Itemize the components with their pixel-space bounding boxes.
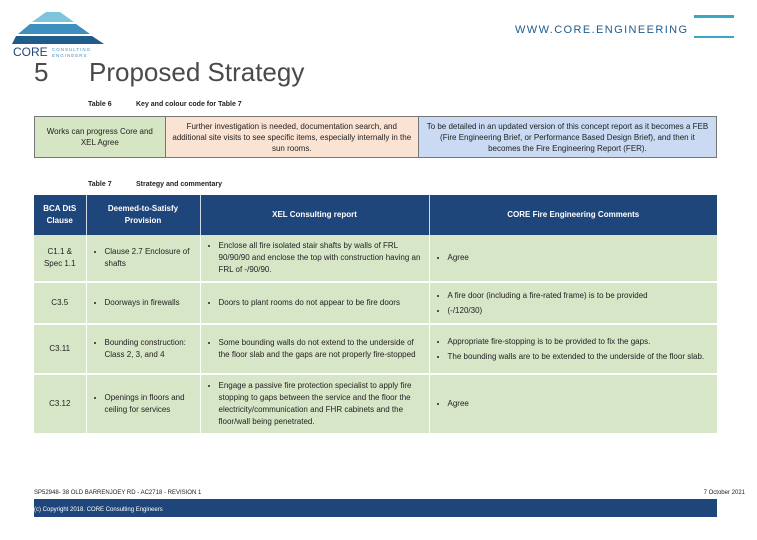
core-cell xyxy=(429,235,717,282)
table7-caption xyxy=(88,181,222,188)
xel-cell xyxy=(200,374,429,434)
clause-cell: C3.12 xyxy=(34,374,86,434)
table-row xyxy=(34,324,717,374)
core-cell xyxy=(429,282,717,324)
list-item: • Doors to plant rooms do not appear to be fire doors xyxy=(219,297,425,309)
logo-sub-text-2: ENGINEERS xyxy=(52,53,88,58)
list-item: • Doorways in firewalls xyxy=(105,297,196,309)
key-cell-detail: To be detailed in an updated version of this concept report as it becomes a FEB (Fire Engineering Brief, or Performance Based Design Brief), and then it becomes the Fire Engineering Report (FER). xyxy=(419,117,716,157)
list-item: • Some bounding walls do not extend to the underside of the floor slab and the gaps are not properly fire-stopped xyxy=(219,337,425,361)
website-url: WWW.CORE.ENGINEERING xyxy=(515,24,689,36)
page-number: Page 14 xyxy=(722,505,745,511)
logo-core-text: CORE xyxy=(13,45,48,59)
header-provision: Deemed-to-Satisfy Provision xyxy=(86,195,200,235)
core-logo xyxy=(12,10,132,62)
header-clause: BCA DtS Clause xyxy=(34,195,86,235)
core-cell xyxy=(429,324,717,374)
table-row xyxy=(34,374,717,434)
list-item: • Bounding construction: Class 2, 3, and 4 xyxy=(105,337,196,361)
list-item: • Appropriate fire-stopping is to be provided to fix the gaps. xyxy=(448,336,714,348)
clause-cell: C3.5 xyxy=(34,282,86,324)
document-reference: SP52948- 38 OLD BARRENJOEY RD - AC2718 - REVISION 1 xyxy=(34,490,202,496)
logo-sub-text-1: CONSULTING xyxy=(52,47,92,52)
clause-cell: C1.1 & Spec 1.1 xyxy=(34,235,86,282)
list-item: • Engage a passive fire protection specialist to apply fire stopping to gaps between the service and the floor the electricity/communication and FHR cabinets and the floor/wall being penetrated. xyxy=(219,380,425,428)
list-item: • Openings in floors and ceiling for services xyxy=(105,392,196,416)
list-item: • Enclose all fire isolated stair shafts by walls of FRL 90/90/90 and enclose the top with construction having an FRL of -/90/90. xyxy=(219,240,425,276)
clause-cell: C3.11 xyxy=(34,324,86,374)
table-row xyxy=(34,235,717,282)
list-item: • Clause 2.7 Enclosure of shafts xyxy=(105,246,196,270)
header-core: CORE Fire Engineering Comments xyxy=(429,195,717,235)
strategy-table xyxy=(34,195,717,435)
table7-label: Table 7 xyxy=(88,181,112,188)
section-heading xyxy=(34,57,304,88)
header-xel: XEL Consulting report xyxy=(200,195,429,235)
header-accent-underline xyxy=(694,36,734,38)
list-item: • Agree xyxy=(448,398,714,410)
table6-caption xyxy=(88,101,242,108)
core-cell xyxy=(429,374,717,434)
colour-key-table xyxy=(34,116,717,158)
table7-caption-text: Strategy and commentary xyxy=(136,181,222,188)
list-item: • Agree xyxy=(448,252,714,264)
section-title: Proposed Strategy xyxy=(89,57,305,87)
table6-label: Table 6 xyxy=(88,101,112,108)
header-accent-bar xyxy=(694,15,734,18)
xel-cell xyxy=(200,324,429,374)
table-row xyxy=(34,282,717,324)
logo-pyramid-icon xyxy=(12,12,104,44)
table6-caption-text: Key and colour code for Table 7 xyxy=(136,101,242,108)
document-date: 7 October 2021 xyxy=(703,490,745,496)
provision-cell xyxy=(86,324,200,374)
key-cell-investigate: Further investigation is needed, documentation search, and additional site visits to see specific items, especially internally in the sun rooms. xyxy=(166,117,419,157)
table-header-row xyxy=(34,195,717,235)
xel-cell xyxy=(200,282,429,324)
provision-cell xyxy=(86,282,200,324)
list-item: • A fire door (including a fire-rated frame) is to be provided xyxy=(448,290,714,302)
copyright-text: (c) Copyright 2018. CORE Consulting Engineers xyxy=(34,507,163,513)
provision-cell xyxy=(86,235,200,282)
xel-cell xyxy=(200,235,429,282)
key-cell-agree: Works can progress Core and XEL Agree xyxy=(35,117,166,157)
list-item: • The bounding walls are to be extended to the underside of the floor slab. xyxy=(448,351,714,363)
provision-cell xyxy=(86,374,200,434)
list-item: • (-/120/30) xyxy=(448,305,714,317)
section-number: 5 xyxy=(34,57,49,87)
